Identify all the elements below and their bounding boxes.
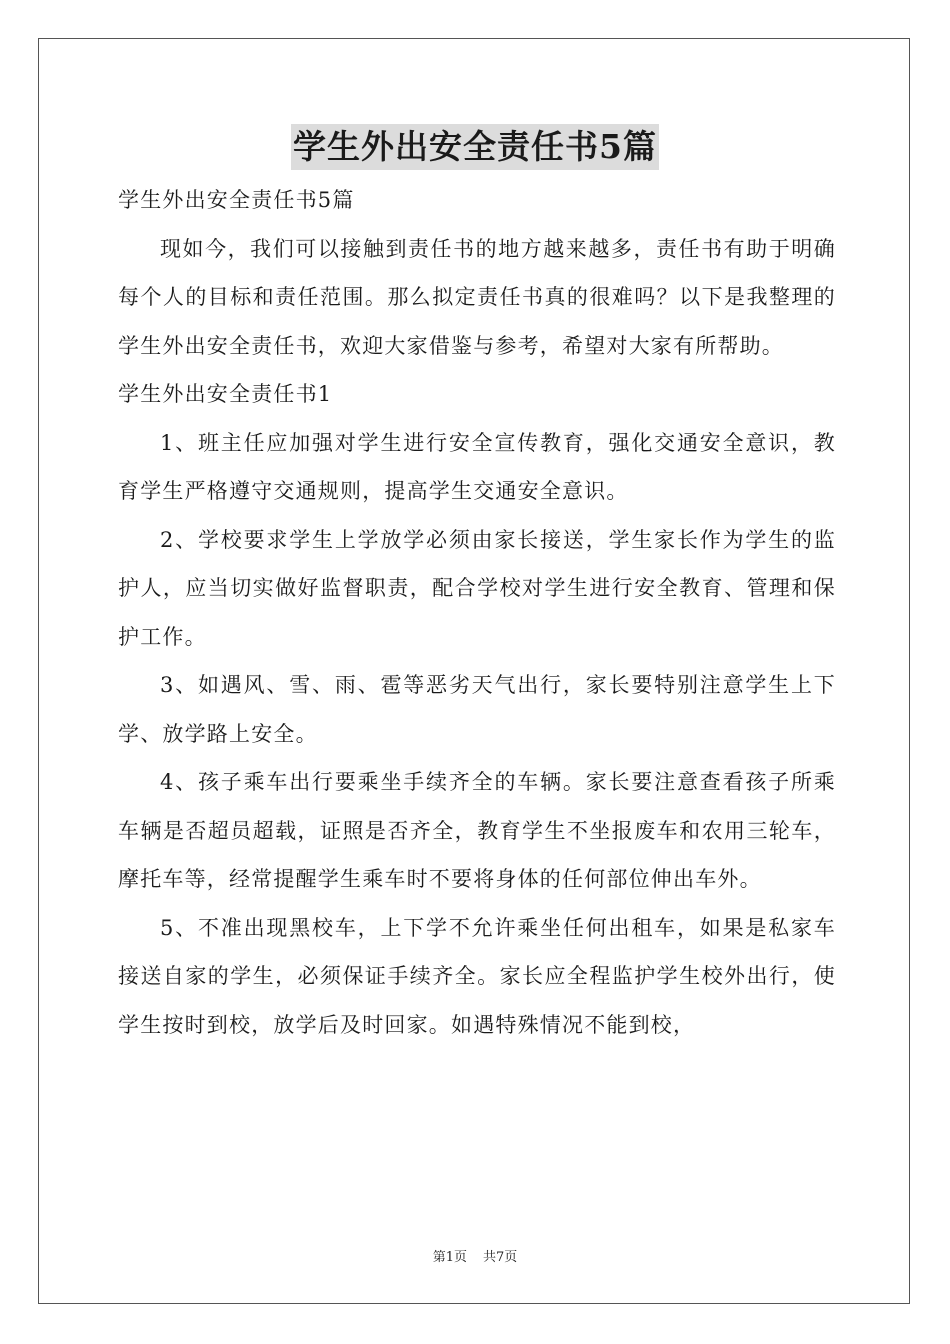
- page-total: 共7页: [483, 1250, 518, 1265]
- document-body: [118, 176, 836, 1049]
- clause-5: 5、不准出现黑校车，上下学不允许乘坐任何出租车，如果是私家车接送自家的学生，必须保证手续齐全。家长应全程监护学生校外出行，使学生按时到校，放学后及时回家。如遇特殊情况不能到校，: [118, 915, 836, 1037]
- page-number: 第1页: [432, 1250, 467, 1265]
- clause-3: 3、如遇风、雪、雨、雹等恶劣天气出行，家长要特别注意学生上下学、放学路上安全。: [118, 673, 836, 746]
- subtitle-line: 学生外出安全责任书5篇: [118, 188, 355, 212]
- clause-1: 1、班主任应加强对学生进行安全宣传教育，强化交通安全意识，教育学生严格遵守交通规则，提高学生交通安全意识。: [118, 430, 836, 503]
- clause-4: 4、孩子乘车出行要乘坐手续齐全的车辆。家长要注意查看孩子所乘车辆是否超员超载，证照是否齐全，教育学生不坐报废车和农用三轮车，摩托车等，经常提醒学生乘车时不要将身体的任何部位伸出车外。: [118, 770, 836, 891]
- clause-2: 2、学校要求学生上学放学必须由家长接送，学生家长作为学生的监护人，应当切实做好监督职责，配合学校对学生进行安全教育、管理和保护工作。: [118, 527, 836, 649]
- section-heading-1: 学生外出安全责任书1: [118, 382, 333, 406]
- document-title: 学生外出安全责任书5篇: [291, 124, 659, 170]
- page-footer: [0, 1246, 950, 1265]
- document-title-bar: [0, 124, 950, 170]
- intro-paragraph: 现如今，我们可以接触到责任书的地方越来越多，责任书有助于明确每个人的目标和责任范围。那么拟定责任书真的很难吗？以下是我整理的学生外出安全责任书，欢迎大家借鉴与参考，希望对大家有所帮助。: [118, 236, 836, 358]
